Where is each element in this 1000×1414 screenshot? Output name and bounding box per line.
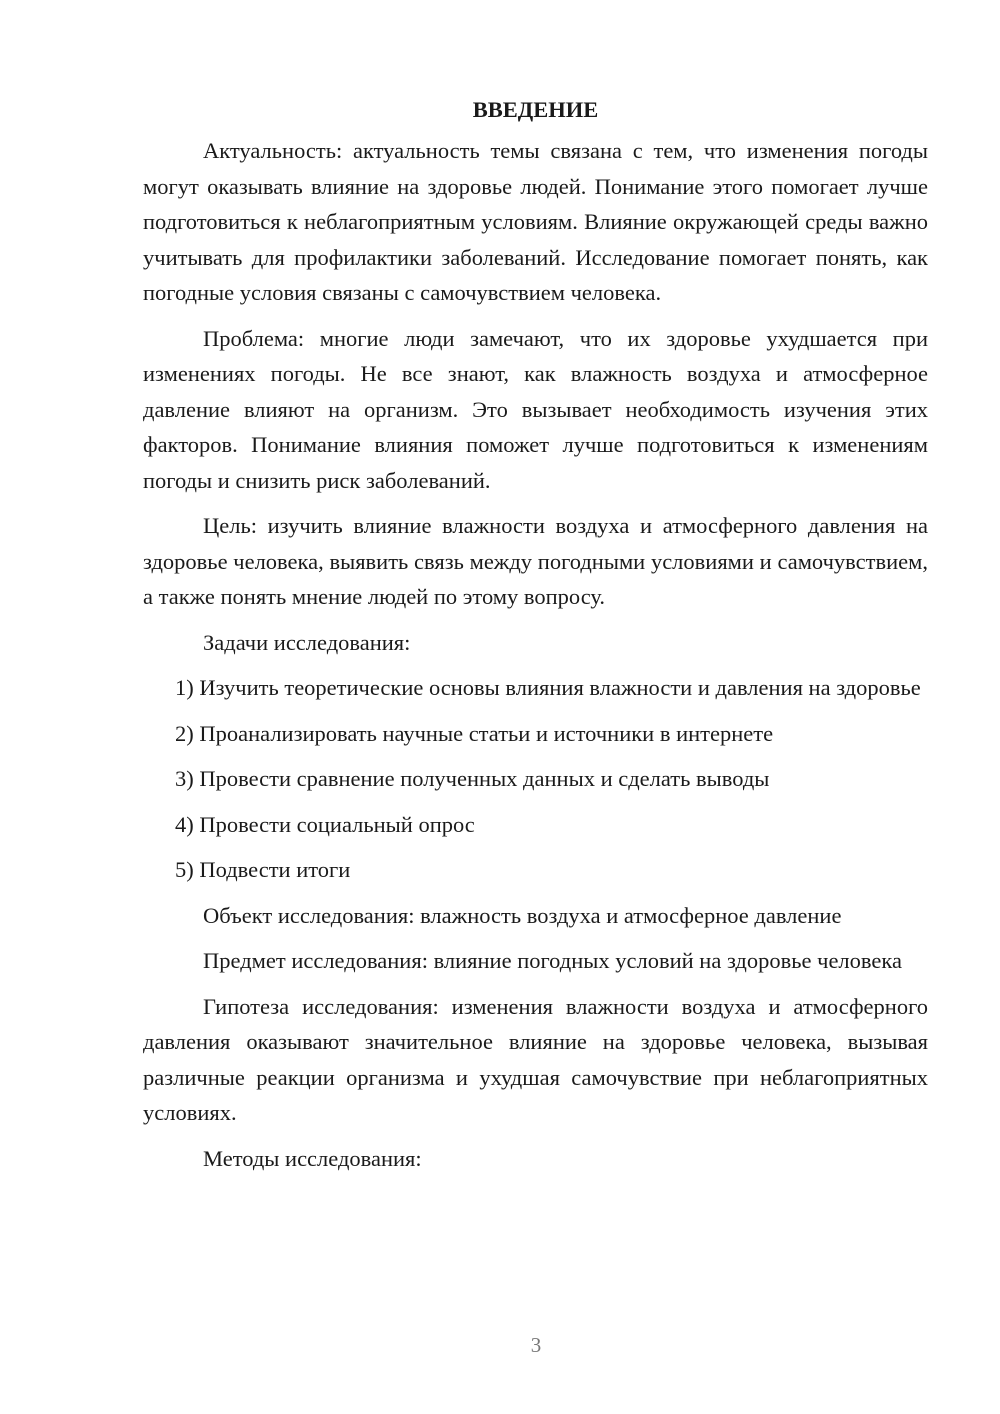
list-item: 4) Провести социальный опрос [175, 811, 475, 837]
tasks-heading: Задачи исследования: [203, 629, 411, 655]
list-item: 5) Подвести итоги [175, 857, 351, 882]
paragraph-object: Объект исследования: влажность воздуха и атмосферное давление [203, 902, 842, 928]
paragraph-problem: Проблема: многие люди замечают, что их здоровье ухудшается при изменениях погоды. Не все знают, как влажность воздуха и атмосферное давление влияют на организм. Это вызывает необходимость изучения этих факторов. Понимание влияния поможет лучше подготовиться к изменениям погоды и снизить риск заболеваний. [143, 325, 928, 493]
list-item: 3) Провести сравнение полученных данных и сделать выводы [175, 766, 770, 791]
page-content [143, 92, 928, 1176]
list-item: 1) Изучить теоретические основы влияния влажности и давления на здоровье [175, 675, 921, 700]
paragraph-relevance: Актуальность: актуальность темы связана с тем, что изменения погоды могут оказывать влияние на здоровье людей. Понимание этого помогает лучше подготовиться к неблагоприятным условиям. Влияние окружающей среды важно учитывать для профилактики заболеваний. Исследование помогает понять, как погодные условия связаны с самочувствием человека. [143, 138, 928, 305]
methods-heading: Методы исследования: [203, 1145, 422, 1171]
page-number: 3 [530, 1333, 542, 1357]
list-item: 2) Проанализировать научные статьи и источники в интернете [175, 720, 774, 746]
paragraph-subject: Предмет исследования: влияние погодных условий на здоровье человека [203, 948, 902, 973]
tasks-list [143, 670, 928, 888]
paragraph-hypothesis: Гипотеза исследования: изменения влажности воздуха и атмосферного давления оказывают значительное влияние на здоровье человека, вызывая различные реакции организма и ухудшая самочувствие при неблагоприятных условиях. [143, 993, 928, 1125]
paragraph-goal: Цель: изучить влияние влажности воздуха и атмосферного давления на здоровье человека, выявить связь между погодными условиями и самочувствием, а также понять мнение людей по этому вопросу. [143, 513, 928, 609]
section-title: ВВЕДЕНИЕ [472, 97, 599, 122]
